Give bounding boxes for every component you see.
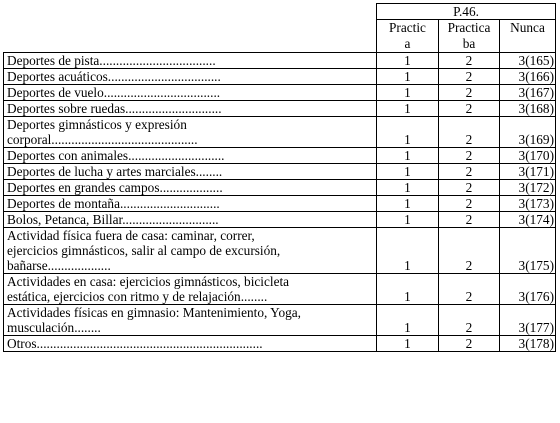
activity-label: Deportes acuáticos.................................. [7, 69, 221, 84]
question-header-row [4, 4, 556, 20]
activity-label-line: Actividad física fuera de casa: caminar, correr, [7, 228, 255, 243]
table-row [4, 117, 556, 148]
activity-label: Deportes de pista................................... [7, 53, 216, 68]
activity-label: Deportes de montaña.............................. [7, 196, 220, 211]
nunca-code: 3(166) [500, 69, 556, 85]
table-row [4, 53, 556, 69]
table-row [4, 180, 556, 196]
practica-code: 1 [377, 180, 439, 196]
practicaba-code: 2 [439, 117, 500, 148]
practica-code: 1 [377, 164, 439, 180]
column-header-practica-line-1: Practic [389, 20, 426, 35]
table-row [4, 212, 556, 228]
practica-code: 1 [377, 117, 439, 148]
nunca-code: 3(168) [500, 101, 556, 117]
practica-code: 1 [377, 69, 439, 85]
column-header-practica-line-2: a [404, 36, 411, 51]
nunca-code: 3(169) [500, 117, 556, 148]
activity-label: Bolos, Petanca, Billar............................. [7, 212, 219, 227]
activity-cell [4, 274, 377, 305]
activity-cell [4, 305, 377, 336]
practicaba-code: 2 [439, 69, 500, 85]
activity-label: Deportes con animales............................. [7, 148, 225, 163]
table-row [4, 336, 556, 352]
activity-cell [4, 69, 377, 85]
table-row [4, 196, 556, 212]
column-header-practica [377, 20, 439, 53]
practicaba-code: 2 [439, 148, 500, 164]
table-row [4, 148, 556, 164]
practica-code: 1 [377, 85, 439, 101]
practica-code: 1 [377, 274, 439, 305]
table-row [4, 274, 556, 305]
activity-cell [4, 85, 377, 101]
nunca-code: 3(170) [500, 148, 556, 164]
practica-code: 1 [377, 148, 439, 164]
activity-cell [4, 164, 377, 180]
activity-label-line: bañarse................... [7, 258, 111, 273]
practicaba-code: 2 [439, 228, 500, 274]
nunca-code: 3(173) [500, 196, 556, 212]
column-header-nunca-line-1: Nunca [510, 20, 545, 35]
question-label: P.46. [377, 4, 556, 20]
practicaba-code: 2 [439, 53, 500, 69]
survey-table [3, 3, 556, 352]
table-row [4, 164, 556, 180]
nunca-code: 3(171) [500, 164, 556, 180]
activity-label-line: corporal............................................ [7, 132, 198, 147]
practica-code: 1 [377, 196, 439, 212]
practica-code: 1 [377, 228, 439, 274]
practica-code: 1 [377, 101, 439, 117]
column-header-practicaba-line-1: Practica [447, 20, 491, 35]
table-row [4, 85, 556, 101]
activity-label-line: ejercicios gimnásticos, salir al campo de excursión, [7, 243, 281, 258]
activity-cell [4, 212, 377, 228]
activity-label: Deportes sobre ruedas............................. [7, 101, 222, 116]
practicaba-code: 2 [439, 336, 500, 352]
activity-cell [4, 336, 377, 352]
nunca-code: 3(175) [500, 228, 556, 274]
nunca-code: 3(167) [500, 85, 556, 101]
header-blank-cell [4, 4, 377, 53]
activity-label-line: Actividades físicas en gimnasio: Mantenimiento, Yoga, [7, 305, 301, 320]
nunca-code: 3(174) [500, 212, 556, 228]
activity-cell [4, 148, 377, 164]
nunca-code: 3(172) [500, 180, 556, 196]
practicaba-code: 2 [439, 305, 500, 336]
nunca-code: 3(178) [500, 336, 556, 352]
practica-code: 1 [377, 212, 439, 228]
activity-label: Otros.................................................................... [7, 336, 263, 351]
activity-label-line: Deportes gimnásticos y expresión [7, 117, 187, 132]
practicaba-code: 2 [439, 101, 500, 117]
activity-label: Deportes de vuelo................................... [7, 85, 221, 100]
column-header-practicaba [439, 20, 500, 53]
activity-label-line: estática, ejercicios con ritmo y de relajación........ [7, 289, 268, 304]
column-header-practicaba-line-2: ba [462, 36, 476, 51]
practicaba-code: 2 [439, 212, 500, 228]
column-header-nunca [500, 20, 556, 53]
practicaba-code: 2 [439, 85, 500, 101]
activity-label: Deportes de lucha y artes marciales........ [7, 164, 223, 179]
table-row [4, 69, 556, 85]
activity-cell [4, 180, 377, 196]
nunca-code: 3(165) [500, 53, 556, 69]
practicaba-code: 2 [439, 164, 500, 180]
nunca-code: 3(177) [500, 305, 556, 336]
activity-cell [4, 53, 377, 69]
table-row [4, 101, 556, 117]
activity-cell [4, 101, 377, 117]
table-row [4, 305, 556, 336]
activity-label-line: Actividades en casa: ejercicios gimnásticos, bicicleta [7, 274, 290, 289]
activity-label-line: musculación........ [7, 320, 101, 335]
table-row [4, 228, 556, 274]
activity-cell [4, 228, 377, 274]
practicaba-code: 2 [439, 180, 500, 196]
activity-label: Deportes en grandes campos................... [7, 180, 223, 195]
practicaba-code: 2 [439, 196, 500, 212]
practica-code: 1 [377, 305, 439, 336]
activity-cell [4, 117, 377, 148]
nunca-code: 3(176) [500, 274, 556, 305]
practicaba-code: 2 [439, 274, 500, 305]
survey-table-body [4, 4, 556, 352]
practica-code: 1 [377, 336, 439, 352]
activity-cell [4, 196, 377, 212]
practica-code: 1 [377, 53, 439, 69]
